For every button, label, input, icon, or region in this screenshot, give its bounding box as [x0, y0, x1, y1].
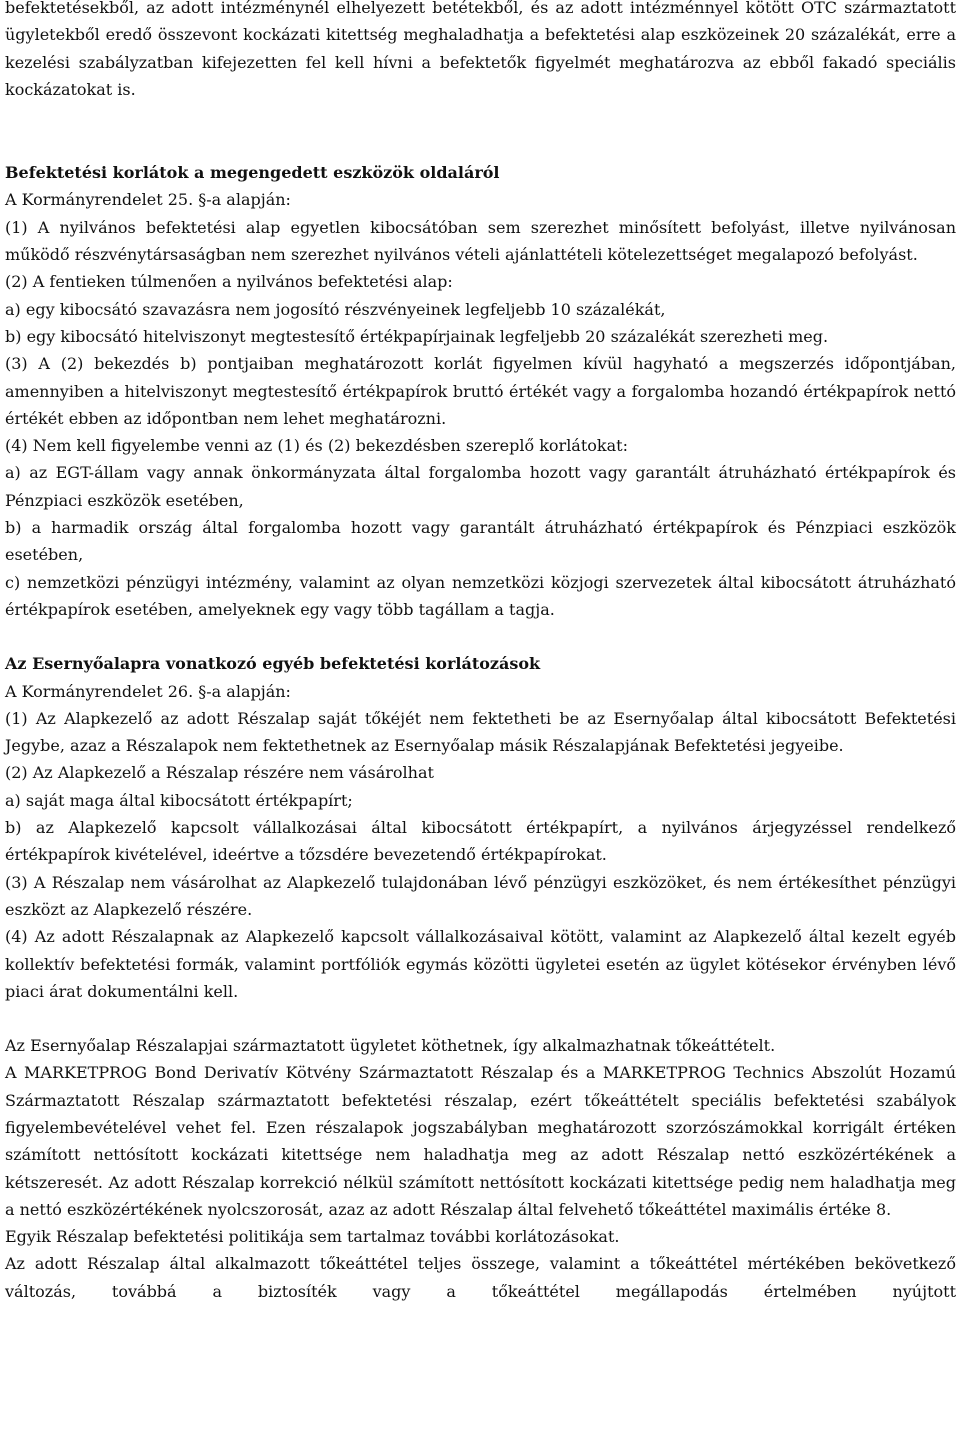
paragraph: (2) Az Alapkezelő a Részalap részére nem vásárolhat	[5, 763, 434, 783]
section-heading-esernyoalap: Az Esernyőalapra vonatkozó egyéb befektetési korlátozások	[5, 654, 541, 674]
paragraph: (1) A nyilvános befektetési alap egyetlen kibocsátóban sem szerezhet minősített befolyást, illetve nyilvánosan működő részvénytársaságban nem szerezhet nyilvános vételi ajánlattételi kötelezettséget megalapozó befolyást.	[5, 217, 956, 265]
paragraph: Egyik Részalap befektetési politikája sem tartalmaz további korlátozásokat.	[5, 1227, 620, 1247]
list-item: b) a harmadik ország által forgalomba hozott vagy garantált átruházható értékpapírok és Pénzpiaci eszközök esetében,	[5, 518, 956, 565]
paragraph: (4) Nem kell figyelembe venni az (1) és (2) bekezdésben szereplő korlátokat:	[5, 436, 628, 456]
paragraph: Az Esernyőalap Részalapjai származtatott ügyletet köthetnek, így alkalmazhatnak tőkeáttételt.	[5, 1036, 776, 1056]
list-item: c) nemzetközi pénzügyi intézmény, valamint az olyan nemzetközi közjogi szervezetek által kibocsátott átruházható értékpapírok esetében, amelyeknek egy vagy több tagállam a tagja.	[5, 572, 956, 619]
document-page	[5, 0, 956, 1305]
list-item: b) az Alapkezelő kapcsolt vállalkozásai által kibocsátott értékpapírt, a nyilvános árjegyzéssel rendelkező értékpapírok kivételével, ideértve a tőzsdére bevezetendő értékpapírokat.	[5, 818, 956, 865]
paragraph: (3) A Részalap nem vásárolhat az Alapkezelő tulajdonában lévő pénzügyi eszközöket, és nem értékesíthet pénzügyi eszközt az Alapkezelő részére.	[5, 872, 956, 919]
paragraph: A Kormányrendelet 25. §-a alapján:	[5, 190, 291, 210]
section-heading-korlatok: Befektetési korlátok a megengedett eszközök oldaláról	[5, 163, 500, 183]
intro-paragraph: befektetésekből, az adott intézménynél elhelyezett betétekből, és az adott intézménnyel kötött OTC származtatott ügyletekből eredő összevont kockázati kitettség meghaladhatja a befektetési alap eszközeinek 20 százalékát, erre a kezelési szabályzatban kifejezetten fel kell hívni a befektetők figyelmét meghatározva az ebből fakadó speciális kockázatokat is.	[5, 0, 956, 99]
paragraph: Az adott Részalap által alkalmazott tőkeáttétel teljes összege, valamint a tőkeáttétel mértékében bekövetkező változás, továbbá a biztosíték vagy a tőkeáttétel megállapodás értelmében nyújtott	[5, 1254, 956, 1301]
paragraph: A Kormányrendelet 26. §-a alapján:	[5, 681, 291, 701]
paragraph: (2) A fentieken túlmenően a nyilvános befektetési alap:	[5, 272, 453, 292]
list-item: b) egy kibocsátó hitelviszonyt megtestesítő értékpapírjainak legfeljebb 20 százalékát szerezheti meg.	[5, 326, 829, 346]
list-item: a) egy kibocsátó szavazásra nem jogosító részvényeinek legfeljebb 10 százalékát,	[5, 299, 666, 319]
paragraph: (3) A (2) bekezdés b) pontjaiban meghatározott korlát figyelmen kívül hagyható a megszerzés időpontjában, amennyiben a hitelviszonyt megtestesítő értékpapírok bruttó értékét vagy a forgalomba hozandó értékpapírok nettó értékét ebben az időpontban nem lehet meghatározni.	[5, 354, 956, 428]
list-item: a) az EGT-állam vagy annak önkormányzata által forgalomba hozott vagy garantált átruházható értékpapírok és Pénzpiaci eszközök esetében,	[5, 463, 956, 510]
paragraph: A MARKETPROG Bond Derivatív Kötvény Származtatott Részalap és a MARKETPROG Technics Abszolút Hozamú Származtatott Részalap származtatott befektetési részalap, ezért tőkeáttételt speciális befektetési szabályok figyelembevételével vehet fel. Ezen részalapok jogszabályban meghatározott szorzószámokkal korrigált értéken számított nettósított kockázati kitettsége nem haladhatja meg az adott Részalap nettó eszközértékének a kétszeresét. Az adott Részalap korrekció nélkül számított nettósított kockázati kitettsége pedig nem haladhatja meg a nettó eszközértékének nyolcszorosát, azaz az adott Részalap által felvehető tőkeáttétel maximális értéke 8.	[5, 1063, 956, 1219]
list-item: a) saját maga által kibocsátott értékpapírt;	[5, 790, 353, 810]
paragraph: (1) Az Alapkezelő az adott Részalap saját tőkéjét nem fektetheti be az Esernyőalap által kibocsátott Befektetési Jegybe, azaz a Részalapok nem fektethetnek az Esernyőalap másik Részalapjának Befektetési jegyeibe.	[5, 708, 956, 756]
paragraph: (4) Az adott Részalapnak az Alapkezelő kapcsolt vállalkozásaival kötött, valamint az Alapkezelő által kezelt egyéb kollektív befektetési formák, valamint portfóliók egymás közötti ügyletei esetén az ügylet kötésekor érvényben lévő piaci árat dokumentálni kell.	[5, 927, 956, 1001]
